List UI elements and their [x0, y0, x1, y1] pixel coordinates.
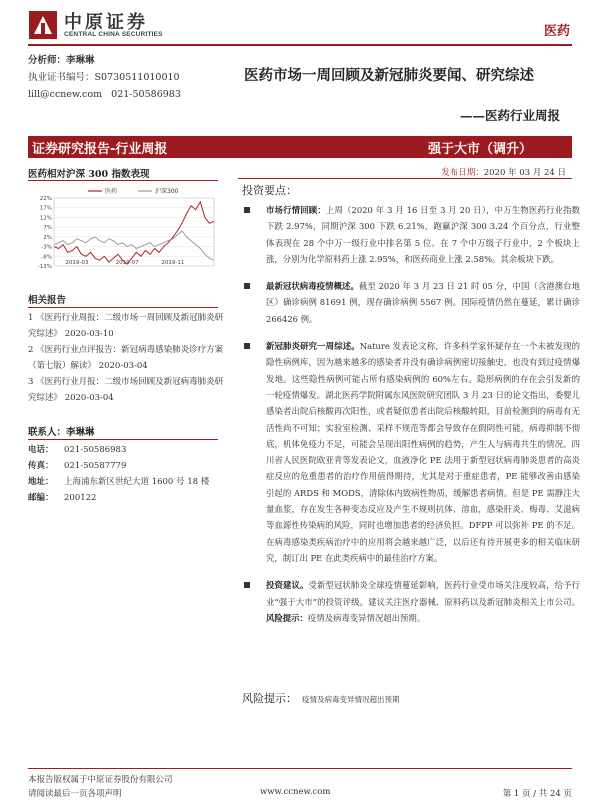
- header-divider: [28, 44, 572, 46]
- contact-name: 李琳琳: [66, 427, 95, 438]
- contact-fax: 传真： 021-50587779: [28, 461, 127, 471]
- contact-row: [28, 86, 181, 103]
- contact-address: 地址： 上海浦东新区世纪大道 1600 号 18 楼: [28, 477, 210, 487]
- logo-mark-icon: [28, 10, 58, 40]
- bullet-square-icon: [244, 343, 250, 349]
- y-tick-label: -3%: [41, 244, 52, 251]
- copyright-text: 本报告版权属于中原证券股份有限公司: [28, 775, 173, 785]
- bullet-square-icon: [244, 283, 250, 289]
- publish-date: 发布日期：2020 年 03 月 24 日: [441, 168, 566, 178]
- risk-text: 疫情及病毒变异情况超出预期: [302, 695, 400, 704]
- cert-number: S0730511010010: [94, 72, 180, 83]
- analyst-row: 分析师：李琳琳: [28, 55, 95, 66]
- related-divider: [28, 307, 218, 308]
- contact-info: [28, 442, 209, 506]
- x-tick-label: 2019-11: [161, 260, 185, 266]
- contact-postcode: 邮编： 200122: [28, 493, 97, 503]
- analyst-name: 李琳琳: [66, 55, 95, 66]
- legend-label: 医药: [105, 188, 118, 195]
- analyst-phone: 021-50586983: [111, 89, 181, 100]
- series-line-pharma: [54, 202, 214, 264]
- contact-divider: [28, 439, 218, 440]
- key-point-research: 新冠肺炎研究一周综述。Nature 发表论文称，许多科学家怀疑存在一个未被发现的隐性病例库，因为越来越多的感染者并没有确诊病例密切接触史，也没有到过疫情爆发地。这些隐性病例可能占所有感染病例的 60%左右。隐形病例的存在会引发新的一轮疫情爆发。湖北医药学院附属东风医院研究团队 3 月 23 日的论文指出，委婴儿感染者出院后核酸再次阳性，或者疑似患者出院后核酸转阳，目前检测到的病毒有无活性尚不可知；实验室检测、采样不规范等都会导致存在假阴性可能，病毒抑制不彻底，机体免疫力不足，可能会呈现出阳性病例的趋势，产生人与病毒共生的情况。四川省人民医院欧亚青等发表论文，血液净化 PE 法用于新型冠状病毒肺炎患者的高炎症反应的危重患者的治疗作用值得期待，尤其是对于重症患者，PE 能够改善由感染引起的 ARDS 和 MODS，清除体内致病性物质，缓解患者病情。但是 PE 需静注大量血浆，存在发生各种变态反应及产生不规则抗体、溶血，感染肝炎、梅毒、艾滋病等血源性传染病的风险，同时也增加患者的经济负担。DFPP 可以弥补 PE 的不足。在病毒感染类疾病治疗中的应用将会越来越广泛，以后还有待开展更多的相关临床研究，制订出 PE 在此类疾病中的最佳治疗方案。: [244, 338, 580, 566]
- key-point-market: 市场行情回顾：上周（2020 年 3 月 16 日至 3 月 20 日），中万生物医药行业指数下跌 2.97%，同期沪深 300 下跌 6.21%，跑赢沪深 300 3.24 个百分点，行业整体表现在 28 个中万一级行业中排名第 5 位。在 7 个中万级子行业中，2 个板块上涨，分别为化学原料药上涨 2.95%，和医药商业上涨 2.58%。其余板块下跌。: [244, 202, 580, 267]
- report-type: 证券研究报告-行业周报: [32, 142, 168, 157]
- relative-performance-chart: [28, 184, 218, 274]
- report-subtitle: ——医药行业周报: [459, 108, 560, 123]
- y-tick-label: 7%: [43, 225, 52, 232]
- chart-title: 医药相对沪深 300 指数表现: [28, 169, 150, 180]
- legend-label: 沪深300: [155, 188, 179, 195]
- x-tick-label: 2019-07: [115, 260, 139, 266]
- analyst-email[interactable]: lill@ccnew.com: [28, 89, 103, 100]
- cert-row: 执业证书编号：S0730511010010: [28, 72, 180, 83]
- key-points-heading: 投资要点：: [242, 184, 297, 197]
- publish-date-value: 2020 年 03 月 24 日: [483, 168, 566, 178]
- risk-heading: 风险提示：: [242, 692, 297, 705]
- related-reports-heading: 相关报告: [28, 295, 67, 306]
- report-title: 医药市场一周回顾及新冠肺炎要闻、研究综述: [244, 67, 534, 84]
- report-banner: [28, 136, 572, 158]
- footer-divider: [28, 768, 572, 769]
- sector-label: 医药: [543, 24, 570, 39]
- key-point-advice: 投资建议。受新型冠状肺炎全球疫情蔓延影响，医药行业受市场关注度较高，给予行业“强于大市”的投资评级。建议关注医疗器械、原料药以及新冠肺炎相关上市公司。风险提示：疫情及病毒变异情况超出预期。: [244, 577, 580, 626]
- chart-divider: [28, 180, 218, 181]
- page-number: 第 1 页 / 共 24 页: [502, 789, 572, 799]
- logo-english-name: CENTRAL CHINA SECURITIES: [64, 31, 163, 38]
- logo-chinese-name: 中原证券: [64, 12, 148, 33]
- analyst-info: [28, 52, 181, 103]
- key-point-epidemic: 最新冠状病毒疫情概述。截至 2020 年 3 月 23 日 21 时 05 分，中国（含港澳台地区）确诊病例 81691 例，现存确诊病例 5567 例。国际疫情仍然在蔓延，累计确诊 266426 例。: [244, 278, 580, 327]
- y-tick-label: -13%: [37, 264, 52, 270]
- bullet-square-icon: [244, 207, 250, 213]
- bullet-square-icon: [244, 582, 250, 588]
- y-tick-label: 17%: [39, 205, 52, 212]
- contact-heading: 联系人：李琳琳: [28, 427, 95, 438]
- company-logo: [28, 8, 188, 42]
- right-divider: [238, 178, 572, 179]
- related-report-item[interactable]: 1 《医药行业周报：二级市场一周回顾及新冠肺炎研究综述》 2020-03-10: [28, 313, 224, 339]
- y-tick-label: 12%: [39, 215, 52, 222]
- rating-label: 强于大市（调升）: [427, 142, 532, 157]
- y-tick-label: 2%: [43, 234, 52, 241]
- website-link[interactable]: www.ccnew.com: [260, 787, 331, 797]
- key-points-list: [244, 202, 580, 637]
- disclaimer-note: 请阅读最后一页各项声明: [28, 789, 122, 799]
- x-tick-label: 2019-03: [65, 260, 89, 266]
- related-report-item[interactable]: 3 《医药行业月报：二级市场回顾及新冠病毒肺炎研究综述》 2020-03-04: [28, 377, 224, 403]
- related-report-item[interactable]: 2 《医药行业点评报告：新冠病毒感染肺炎诊疗方案（第七版）解读》 2020-03-04: [28, 345, 224, 371]
- y-tick-label: -8%: [41, 254, 52, 261]
- y-tick-label: 22%: [39, 196, 52, 202]
- related-reports-list: [28, 310, 224, 406]
- contact-phone: 电话： 021-50586983: [28, 445, 127, 455]
